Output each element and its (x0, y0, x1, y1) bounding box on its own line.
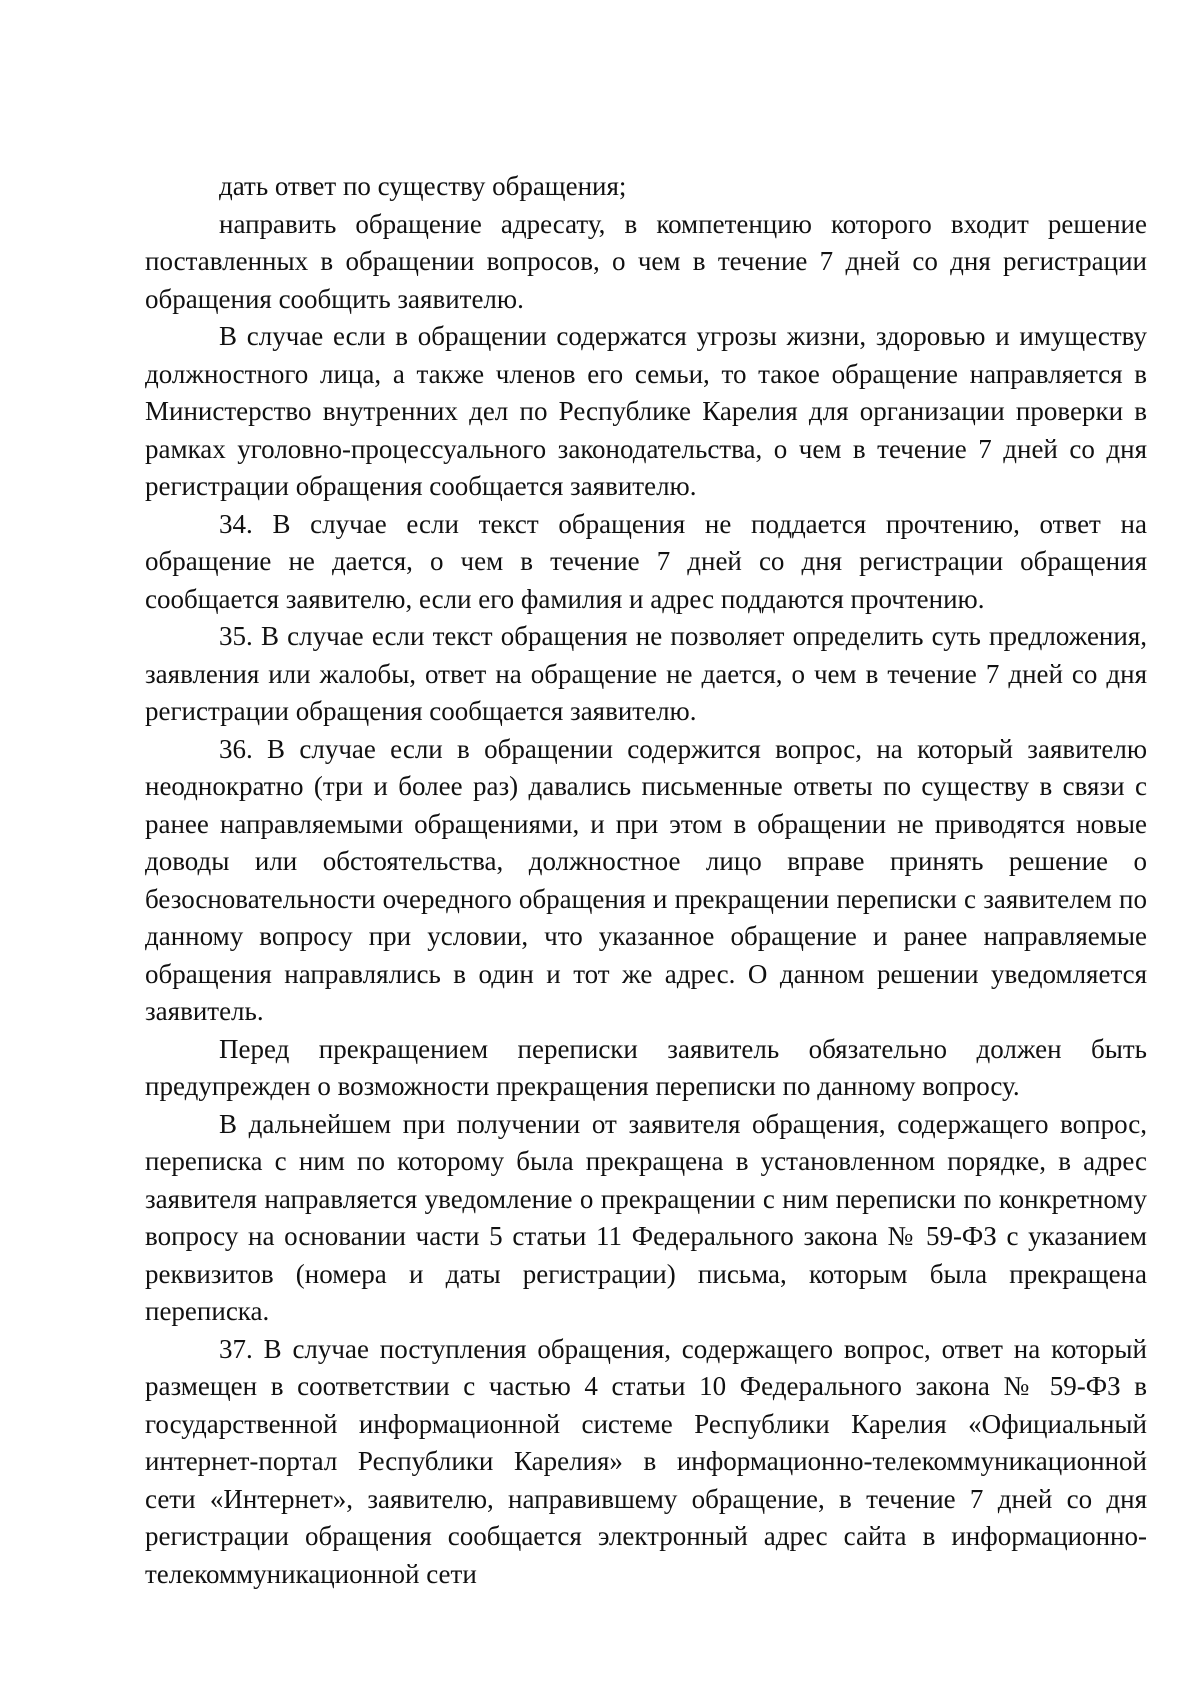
paragraph-37-published: 37. В случае поступления обращения, содержащего вопрос, ответ на который размещен в соответствии с частью 4 статьи 10 Федерального закона № 59-ФЗ в государственной информационной системе Республики Карелия «Официальный интернет-портал Республики Карелия» в информационно-телекоммуникационной сети «Интернет», заявителю, направившему обращение, в течение 7 дней со дня регистрации обращения сообщается электронный адрес сайта в информационно-телекоммуникационной сети (145, 1333, 1147, 1589)
paragraph-redirect-appeal: направить обращение адресату, в компетенцию которого входит решение поставленных в обращении вопросов, о чем в течение 7 дней со дня регистрации обращения сообщить заявителю. (145, 208, 1147, 314)
paragraph-36-repeated: 36. В случае если в обращении содержится вопрос, на который заявителю неоднократно (три и более раз) давались письменные ответы по существу в связи с ранее направляемыми обращениями, и при этом в обращении не приводятся новые доводы или обстоятельства, должностное лицо вправе принять решение о безосновательности очередного обращения и прекращении переписки с заявителем по данному вопросу при условии, что указанное обращение и ранее направляемые обращения направлялись в один и тот же адрес. О данном решении уведомляется заявитель. (145, 733, 1147, 1026)
paragraph-answer-on-merits: дать ответ по существу обращения; (219, 171, 627, 201)
paragraph-warning: Перед прекращением переписки заявитель обязательно должен быть предупрежден о возможности прекращения переписки по данному вопросу. (145, 1033, 1147, 1101)
paragraph-34-unreadable: 34. В случае если текст обращения не поддается прочтению, ответ на обращение не дается, о чем в течение 7 дней со дня регистрации обращения сообщается заявителю, если его фамилия и адрес поддаются прочтению. (145, 508, 1147, 614)
paragraph-35-unclear: 35. В случае если текст обращения не позволяет определить суть предложения, заявления или жалобы, ответ на обращение не дается, о чем в течение 7 дней со дня регистрации обращения сообщается заявителю. (145, 621, 1147, 726)
paragraph-subsequent: В дальнейшем при получении от заявителя обращения, содержащего вопрос, переписка с ним по которому была прекращена в установленном порядке, в адрес заявителя направляется уведомление о прекращении с ним переписки по конкретному вопросу на основании части 5 статьи 11 Федерального закона № 59-ФЗ с указанием реквизитов (номера и даты регистрации) письма, которым была прекращена переписка. (145, 1108, 1147, 1326)
document-body (145, 168, 1147, 1593)
paragraph-threats: В случае если в обращении содержатся угрозы жизни, здоровью и имуществу должностного лица, а также членов его семьи, то такое обращение направляется в Министерство внутренних дел по Республике Карелия для организации проверки в рамках уголовно-процессуального законодательства, о чем в течение 7 дней со дня регистрации обращения сообщается заявителю. (145, 321, 1147, 501)
